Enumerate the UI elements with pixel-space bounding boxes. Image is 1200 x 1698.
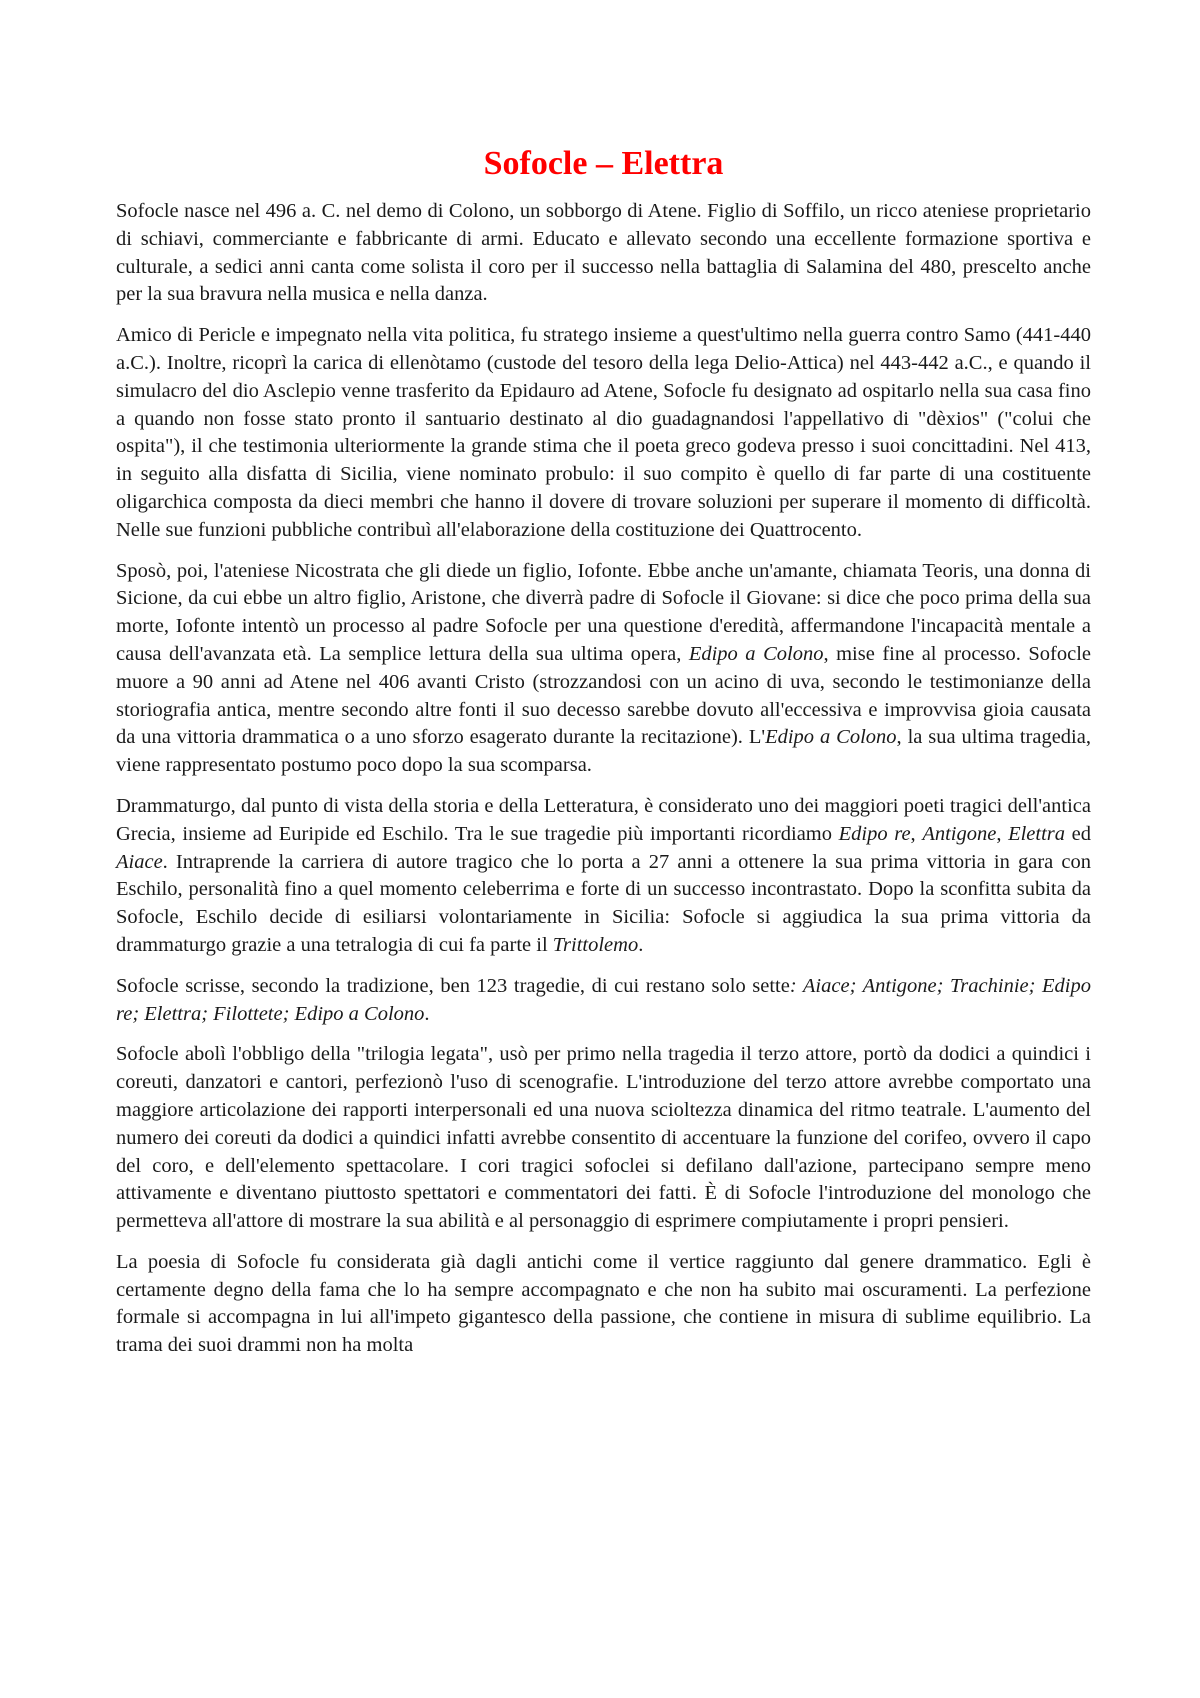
text-run: , mise fine al processo. Sofocle muore a 90 anni ad Atene nel 406 avanti Cristo (strozzandosi con un acino di uva, secondo le testimonianze della storiografia antica, mentre secondo altre fonti il suo decesso sarebbe dovuto all'eccessiva e improvvisa gioia causata da una vittoria drammatica o a uno sforzo esagerato durante la recitazione). L' bbox=[116, 642, 1091, 749]
italic-text: : Aiace; Antigone; Trachinie; Edipo re; Elettra; Filottete; Edipo a Colono bbox=[116, 974, 1091, 1025]
text-run: . bbox=[424, 1002, 430, 1025]
italic-text: Trittolemo bbox=[552, 933, 639, 956]
italic-text: Edipo a Colono bbox=[765, 726, 897, 749]
text-run: Sposò, poi, l'ateniese Nicostrata che gli diede un figlio, Iofonte. Ebbe anche un'amante, chiamata Teoris, una donna di Sicione, da cui ebbe un altro figlio, Aristone, che diverrà padre di Sofocle il Giovane: si dice che poco prima della sua morte, Iofonte intentò un processo al padre Sofocle per una questione d'eredità, affermandone l'incapacità mentale a causa dell'avanzata età. La semplice lettura della sua ultima opera, bbox=[116, 559, 1091, 665]
paragraph bbox=[116, 1041, 1091, 1236]
text-run: La poesia di Sofocle fu considerata già dagli antichi come il vertice raggiunto dal genere drammatico. Egli è certamente degno della fama che lo ha sempre accompagnato e che non ha subito mai oscuramenti. La perfezione formale si accompagna in lui all'impeto gigantesco della passione, che contiene in misura di sublime equilibrio. La trama dei suoi drammi non ha molta bbox=[116, 1250, 1091, 1357]
paragraph bbox=[116, 973, 1091, 1029]
italic-text: Edipo re bbox=[838, 822, 911, 845]
text-run: , bbox=[910, 822, 923, 845]
italic-text: Antigone bbox=[922, 822, 997, 845]
text-run: Sofocle nasce nel 496 a. C. nel demo di Colono, un sobborgo di Atene. Figlio di Soffilo, un ricco ateniese proprietario di schiavi, commerciante e fabbricante di armi. Educato e allevato secondo una eccellente formazione sportiva e culturale, a sedici anni canta come solista il coro per il successo nella battaglia di Salamina del 480, prescelto anche per la sua bravura nella musica e nella danza. bbox=[116, 200, 1091, 306]
text-run: , la sua ultima tragedia, viene rappresentato postumo poco dopo la sua scomparsa. bbox=[116, 726, 1091, 777]
text-run: Sofocle abolì l'obbligo della "trilogia legata", usò per primo nella tragedia il terzo attore, portò da dodici a quindici i coreuti, danzatori e cantori, perfezionò l'uso di scenografie. L'introduzione del terzo attore avrebbe comportato una maggiore articolazione dei rapporti interpersonali ed una nuova scioltezza dinamica del ritmo teatrale. L'aumento del numero dei coreuti da dodici a quindici infatti avrebbe consentito di accentuare la funzione del corifeo, ovvero il capo del coro, e dell'elemento spettacolare. I cori tragici sofoclei si defilano dall'azione, partecipano sempre meno attivamente e diventano piuttosto spettatori e commentatori dei fatti. È di Sofocle l'introduzione del monologo che permetteva all'attore di mostrare la sua abilità e al personaggio di esprimere compiutamente i propri pensieri. bbox=[116, 1043, 1091, 1233]
italic-text: Elettra bbox=[1008, 822, 1066, 845]
paragraph bbox=[116, 558, 1091, 780]
document-title: Sofocle – Elettra bbox=[483, 145, 724, 182]
paragraph bbox=[116, 793, 1091, 960]
text-run: Sofocle scrisse, secondo la tradizione, ben 123 tragedie, di cui restano solo sette bbox=[116, 974, 790, 997]
document-body bbox=[116, 198, 1091, 1360]
document-content bbox=[116, 142, 1091, 1373]
paragraph bbox=[116, 322, 1091, 544]
text-run: . bbox=[638, 933, 644, 956]
text-run: , bbox=[996, 822, 1009, 845]
paragraph bbox=[116, 1249, 1091, 1360]
text-run: ed bbox=[1065, 822, 1092, 845]
text-run: Drammaturgo, dal punto di vista della storia e della Letteratura, è considerato uno dei maggiori poeti tragici dell'antica Grecia, insieme ad Euripide ed Eschilo. Tra le sue tragedie più importanti ricordiamo bbox=[116, 794, 1091, 845]
italic-text: Aiace bbox=[116, 850, 163, 873]
italic-text: Edipo a Colono bbox=[688, 642, 824, 665]
text-run: . Intraprende la carriera di autore tragico che lo porta a 27 anni a ottenere la sua prima vittoria in gara con Eschilo, personalità fino a quel momento celeberrima e forte di un successo incontrastato. Dopo la sconfitta subita da Sofocle, Eschilo decide di esiliarsi volontariamente in Sicilia: Sofocle si aggiudica la sua prima vittoria da drammaturgo grazie a una tetralogia di cui fa parte il bbox=[116, 850, 1091, 956]
paragraph bbox=[116, 198, 1091, 309]
text-run: Amico di Pericle e impegnato nella vita politica, fu stratego insieme a quest'ultimo nella guerra contro Samo (441-440 a.C.). Inoltre, ricoprì la carica di ellenòtamo (custode del tesoro della lega Delio-Attica) nel 443-442 a.C., e quando il simulacro del dio Asclepio venne trasferito da Epidauro ad Atene, Sofocle fu designato ad ospitarlo nella sua casa fino a quando non fosse stato pronto il santuario destinato al dio guadagnandosi l'appellativo di "dèxios" ("colui che ospita"), il che testimonia ulteriormente la grande stima che il poeta greco godeva presso i suoi concittadini. Nel 413, in seguito alla disfatta di Sicilia, viene nominato probulo: il suo compito è quello di far parte di una costituente oligarchica composta da dieci membri che hanno il dovere di trovare soluzioni per superare il momento di difficoltà. Nelle sue funzioni pubbliche contribuì all'elaborazione della costituzione dei Quattrocento. bbox=[116, 324, 1091, 541]
